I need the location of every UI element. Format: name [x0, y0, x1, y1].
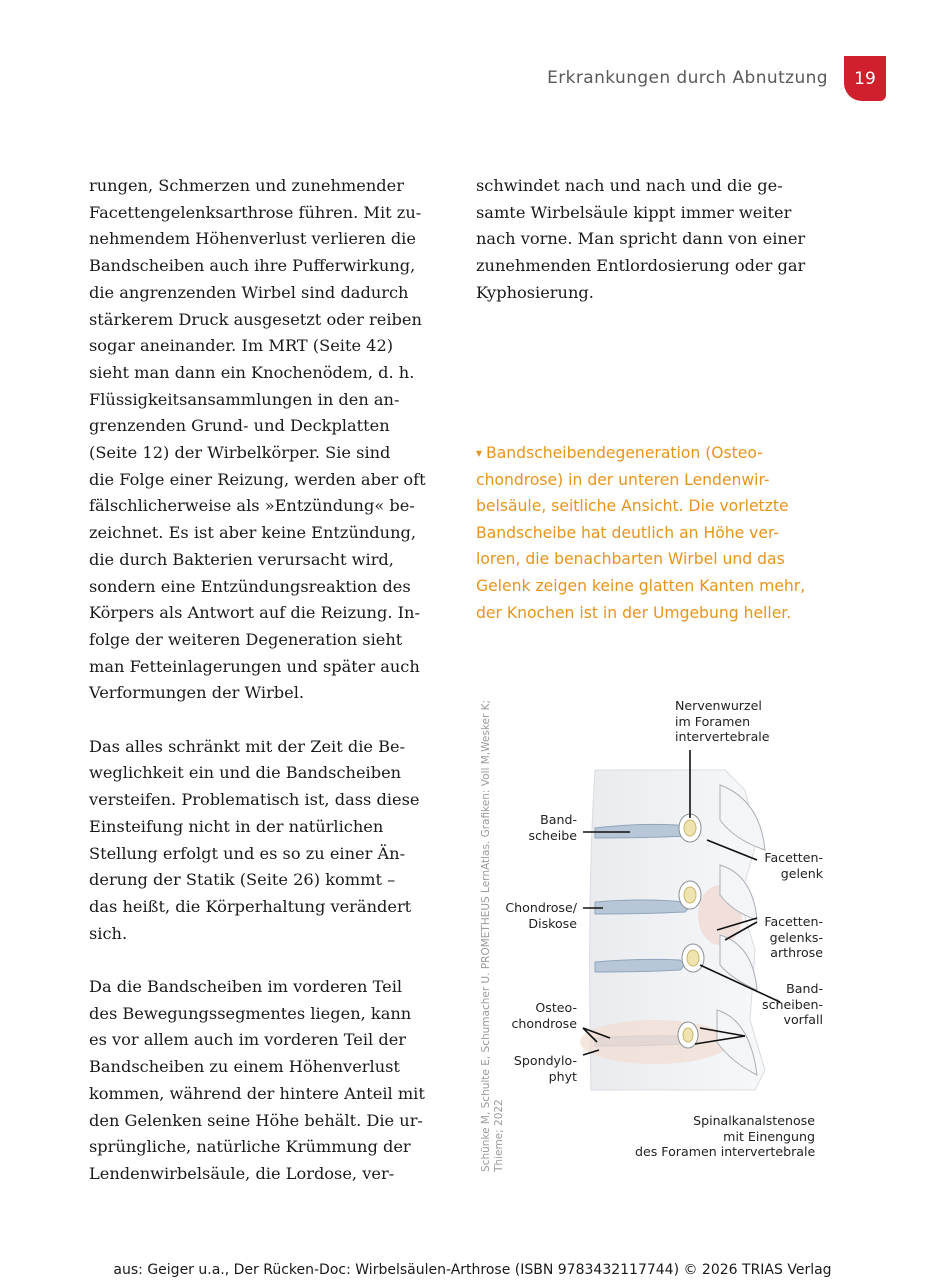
caption-line: Bandscheibe hat deutlich an Höhe ver-: [476, 523, 780, 542]
body-paragraph: [89, 173, 449, 707]
text-line: Bandscheiben auch ihre Pufferwirkung,: [89, 256, 416, 276]
text-line: zeichnet. Es ist aber keine Entzündung,: [89, 523, 417, 543]
figure-label-line: Band-: [540, 812, 577, 827]
label-osteochondrose: [501, 1000, 577, 1031]
caption-line: Gelenk zeigen keine glatten Kanten mehr,: [476, 576, 806, 595]
text-line: kommen, während der hintere Anteil mit: [89, 1083, 425, 1103]
text-line: rungen, Schmerzen und zunehmender: [89, 176, 404, 195]
figure-label-line: Facetten-: [764, 914, 823, 929]
figure-label-line: mit Einengung: [723, 1128, 815, 1144]
text-line: Lendenwirbelsäule, die Lordose, ver-: [89, 1163, 395, 1183]
text-line: nach vorne. Man spricht dann von einer: [476, 229, 806, 249]
text-line: nehmendem Höhenverlust verlieren die: [89, 229, 416, 249]
caption-line: loren, die benachbarten Wirbel und das: [476, 550, 785, 569]
label-bandscheibe: [525, 812, 577, 843]
text-line: versteifen. Problematisch ist, dass diese: [89, 790, 420, 810]
body-column-left: [89, 173, 449, 1188]
text-line: Einsteifung nicht in der natürlichen: [89, 816, 384, 836]
text-line: samte Wirbelsäule kippt immer weiter: [476, 202, 792, 222]
figure-label-line: vorfall: [783, 1012, 823, 1027]
page-header-title: Erkrankungen durch Abnutzung: [547, 68, 828, 88]
text-line: Bandscheiben zu einem Höhenverlust: [89, 1057, 400, 1077]
page-number-tab: [844, 56, 886, 101]
disc-3: [595, 959, 684, 972]
text-line: (Seite 12) der Wirbelkörper. Sie sind: [89, 443, 391, 463]
foramen-3: [682, 944, 704, 972]
text-line: grenzenden Grund- und Deckplatten: [89, 416, 390, 436]
text-line: sprüngliche, natürliche Krümmung der: [89, 1137, 411, 1157]
figure-label-line: arthrose: [770, 945, 823, 960]
figure-label-line: Nervenwurzel: [675, 698, 762, 713]
text-line: die angrenzenden Wirbel sind dadurch: [89, 282, 409, 302]
text-line: Flüssigkeitsansammlungen in den an-: [89, 389, 400, 409]
text-line: sieht man dann ein Knochenödem, d. h.: [89, 362, 415, 382]
text-line: Das alles schränkt mit der Zeit die Be-: [89, 736, 406, 756]
spine-illustration: [495, 690, 835, 1170]
label-stenose: [635, 1113, 815, 1160]
figure-label-line: gelenks-: [769, 929, 823, 945]
text-line: Kyphosierung.: [476, 282, 594, 302]
label-nervenwurzel: [675, 698, 770, 745]
figure-label-line: Chondrose/: [505, 900, 577, 915]
body-column-right: [476, 173, 826, 307]
label-facettengelenk: [755, 850, 823, 881]
text-line: man Fetteinlagerungen und später auch: [89, 656, 420, 676]
figure-label-line: Band-: [786, 981, 823, 996]
text-line: die durch Bakterien verursacht wird,: [89, 549, 394, 569]
label-arthrose: [755, 914, 823, 961]
text-line: sogar aneinander. Im MRT (Seite 42): [89, 336, 394, 356]
credit-line: Schünke M, Schulte E, Schumacher U. PROMETHEUS LernAtlas. Grafiken: Voll M,Wesker K;: [480, 699, 492, 1172]
text-line: folge der weiteren Degeneration sieht: [89, 629, 403, 649]
label-vorfall: [755, 981, 823, 1028]
caption-first-line: [476, 440, 826, 467]
text-line: stärkerem Druck ausgesetzt oder reiben: [89, 309, 422, 329]
text-line: die Folge einer Reizung, werden aber oft: [89, 469, 426, 489]
text-line: zunehmenden Entlordosierung oder gar: [476, 256, 806, 276]
body-paragraph: [89, 974, 449, 1188]
foramen-2: [679, 881, 701, 909]
text-line: derung der Statik (Seite 26) kommt –: [89, 870, 396, 890]
text-line: sich.: [89, 923, 128, 943]
credit-line: Thieme; 2022: [493, 1099, 505, 1172]
text-line: schwindet nach und nach und die ge-: [476, 176, 783, 195]
body-paragraph: [89, 734, 449, 948]
figure-label-line: phyt: [548, 1068, 577, 1084]
page-number: 19: [854, 68, 876, 89]
figure-label-line: Diskose: [528, 915, 577, 931]
body-paragraph: [476, 173, 826, 307]
text-line: des Bewegungssegmentes liegen, kann: [89, 1003, 412, 1023]
text-line: Facettengelenksarthrose führen. Mit zu-: [89, 202, 422, 222]
figure-label-line: Osteo-: [535, 1000, 577, 1015]
figure-label-line: Facetten-: [764, 850, 823, 865]
chevron-down-icon: ▾: [476, 446, 483, 460]
text-line: sondern eine Entzündungsreaktion des: [89, 576, 411, 596]
caption-line: chondrose) in der unteren Lendenwir-: [476, 470, 770, 489]
figure-label-line: scheibe: [528, 827, 577, 843]
figure-caption: [476, 440, 826, 626]
figure-label-line: intervertebrale: [675, 729, 770, 744]
text-line: das heißt, die Körperhaltung verändert: [89, 896, 412, 916]
text-line: Körpers als Antwort auf die Reizung. In-: [89, 603, 420, 623]
page-footer: aus: Geiger u.a., Der Rücken-Doc: Wirbelsäulen-Arthrose (ISBN 9783432117744) © 2026 TRIAS Verlag: [113, 1262, 832, 1278]
figure-label-line: Spinalkanalstenose: [693, 1113, 815, 1128]
text-line: es vor allem auch im vorderen Teil der: [89, 1030, 407, 1050]
text-line: Stellung erfolgt und es so zu einer Än-: [89, 843, 406, 863]
text-line: Verformungen der Wirbel.: [89, 683, 305, 703]
disc-2: [595, 900, 688, 914]
label-spondylophyt: [501, 1053, 577, 1084]
figure-label-line: im Foramen: [675, 713, 751, 729]
caption-line: Bandscheibendegeneration (Osteo-: [486, 444, 763, 462]
text-line: Da die Bandscheiben im vorderen Teil: [89, 977, 403, 997]
text-line: den Gelenken seine Höhe behält. Die ur-: [89, 1110, 423, 1130]
text-line: weglichkeit ein und die Bandscheiben: [89, 763, 402, 783]
figure-label-line: Spondylo-: [513, 1053, 577, 1068]
label-chondrose: [501, 900, 577, 931]
figure-label-line: chondrose: [511, 1015, 577, 1031]
foramen-4: [678, 1022, 698, 1048]
foramen-1: [679, 814, 701, 842]
figure-label-line: scheiben-: [762, 996, 823, 1012]
figure-label-line: des Foramen intervertebrale: [635, 1144, 816, 1159]
text-line: fälschlicherweise als »Entzündung« be-: [89, 496, 415, 516]
figure-label-line: gelenk: [780, 865, 823, 881]
caption-line: belsäule, seitliche Ansicht. Die vorletzte: [476, 497, 789, 516]
caption-line: der Knochen ist in der Umgebung heller.: [476, 603, 792, 622]
